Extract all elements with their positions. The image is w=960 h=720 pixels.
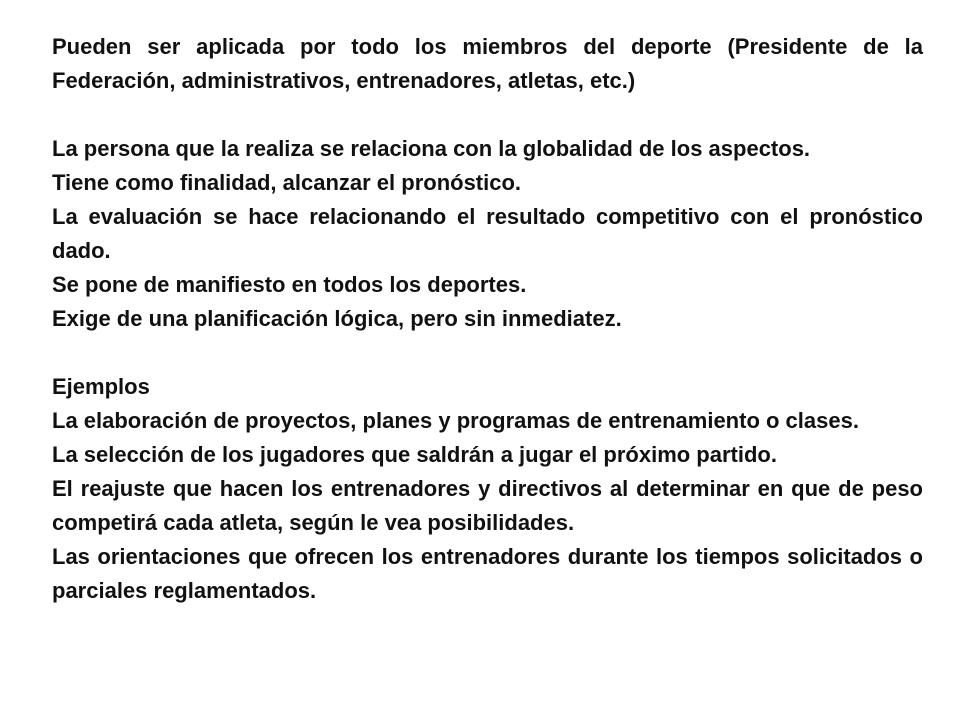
intro-paragraph: Pueden ser aplicada por todo los miembros del deporte (Presidente de la Federación, administrativos, entrenadores, atletas, etc.) <box>52 34 923 93</box>
example-item: Las orientaciones que ofrecen los entrenadores durante los tiempos solicitados o parciales reglamentados. <box>52 544 923 603</box>
spacer <box>52 98 923 132</box>
characteristic-item: La evaluación se hace relacionando el resultado competitivo con el pronóstico dado. <box>52 204 923 263</box>
examples-heading: Ejemplos <box>52 374 150 399</box>
characteristic-item: Exige de una planificación lógica, pero sin inmediatez. <box>52 306 622 331</box>
characteristic-item: Se pone de manifiesto en todos los deportes. <box>52 272 527 297</box>
characteristic-item: La persona que la realiza se relaciona con la globalidad de los aspectos. <box>52 136 811 161</box>
characteristic-item: Tiene como finalidad, alcanzar el pronóstico. <box>52 170 522 195</box>
example-item: La selección de los jugadores que saldrán a jugar el próximo partido. <box>52 442 777 467</box>
slide-body <box>52 30 923 608</box>
example-item: El reajuste que hacen los entrenadores y directivos al determinar en que de peso competirá cada atleta, según le vea posibilidades. <box>52 476 923 535</box>
example-item: La elaboración de proyectos, planes y programas de entrenamiento o clases. <box>52 408 859 433</box>
spacer <box>52 336 923 370</box>
